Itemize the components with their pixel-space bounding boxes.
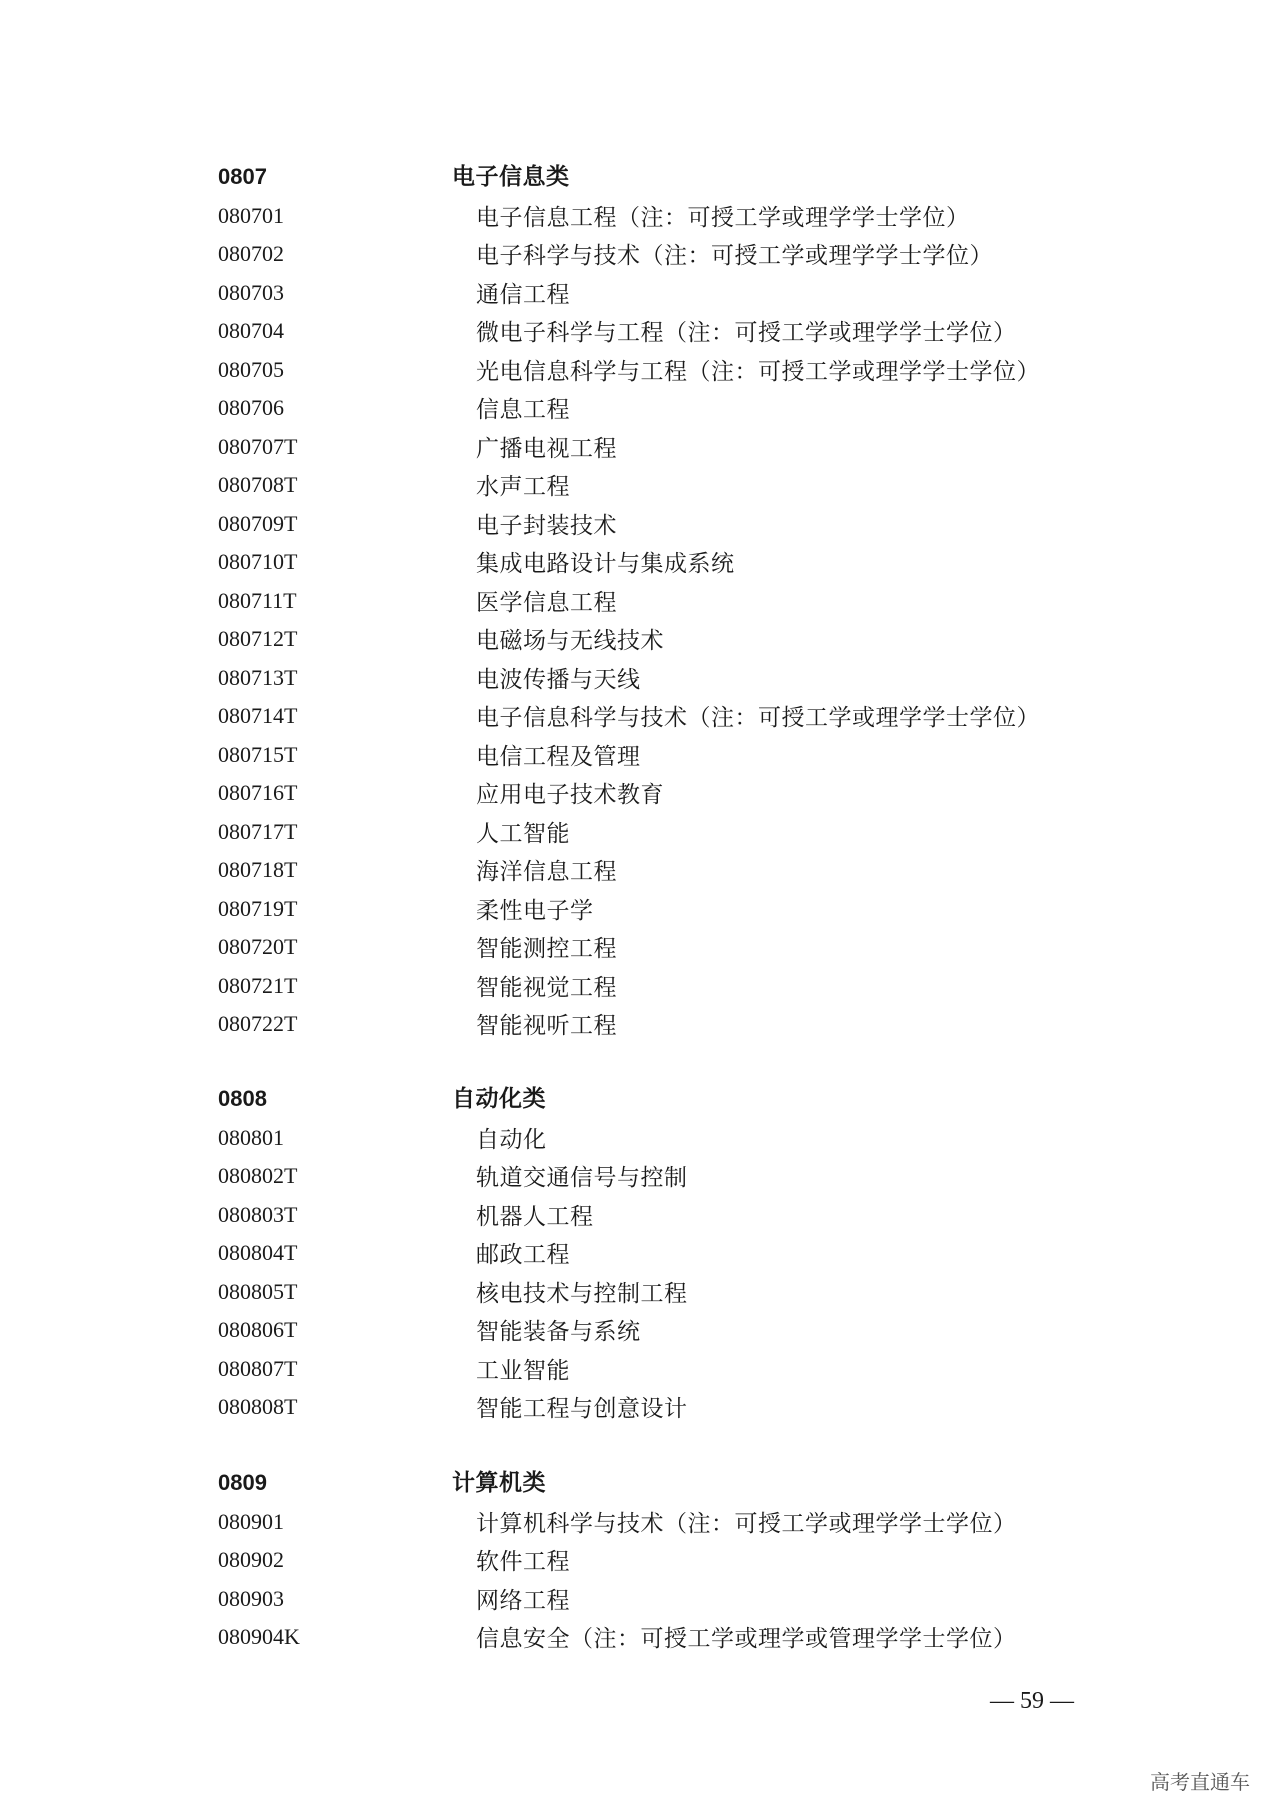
major-code: 080715T (218, 741, 298, 767)
major-name: 自动化 (476, 1126, 547, 1153)
major-name: 智能工程与创意设计 (476, 1396, 688, 1422)
major-code: 080714T (218, 703, 298, 728)
major-name: 微电子科学与工程（注：可授工学或理学学士学位） (476, 320, 1017, 346)
major-row (0, 1005, 1280, 1044)
major-code: 080806T (218, 1317, 298, 1342)
major-code: 080701 (218, 202, 284, 228)
section-electronic-information (0, 158, 1280, 1044)
major-row (0, 274, 1280, 313)
major-row (0, 351, 1280, 390)
major-row (0, 389, 1280, 428)
major-code: 080710T (218, 549, 298, 574)
major-row (0, 1388, 1280, 1427)
major-code: 080709T (218, 510, 298, 536)
section-computer (0, 1464, 1280, 1657)
major-code: 080807T (218, 1355, 298, 1381)
major-name: 电子信息科学与技术（注：可授工学或理学学士学位） (476, 705, 1040, 731)
major-row (0, 890, 1280, 929)
major-name: 电磁场与无线技术 (476, 628, 664, 654)
category-code: 0808 (218, 1086, 267, 1111)
major-row (0, 582, 1280, 621)
major-code: 080711T (218, 587, 297, 613)
major-row (0, 1503, 1280, 1542)
major-row (0, 1157, 1280, 1196)
major-name: 软件工程 (476, 1549, 570, 1575)
major-code: 080804T (218, 1240, 298, 1265)
major-row (0, 620, 1280, 659)
major-row (0, 736, 1280, 775)
major-name: 电子信息工程（注：可授工学或理学学士学位） (476, 204, 970, 231)
major-row (0, 428, 1280, 467)
major-code: 080718T (218, 857, 298, 882)
major-code: 080903 (218, 1585, 284, 1611)
major-name: 水声工程 (476, 474, 570, 500)
major-code: 080706 (218, 395, 284, 420)
category-title: 计算机类 (452, 1470, 546, 1496)
major-row (0, 505, 1280, 544)
major-name: 核电技术与控制工程 (476, 1280, 688, 1307)
major-code: 080708T (218, 472, 298, 497)
major-code: 080801 (218, 1124, 284, 1150)
major-name: 邮政工程 (476, 1242, 570, 1268)
major-code: 080702 (218, 241, 284, 266)
major-row (0, 1618, 1280, 1657)
major-name: 智能视觉工程 (476, 974, 617, 1001)
major-name: 工业智能 (476, 1357, 570, 1384)
major-row (0, 851, 1280, 890)
major-name: 智能视听工程 (476, 1013, 617, 1039)
major-name: 信息安全（注：可授工学或理学或管理学学士学位） (476, 1626, 1017, 1652)
major-code: 080808T (218, 1394, 298, 1419)
major-name: 电子封装技术 (476, 512, 617, 539)
major-row (0, 543, 1280, 582)
major-code: 080712T (218, 626, 298, 651)
major-code: 080902 (218, 1547, 284, 1572)
major-code: 080707T (218, 433, 298, 459)
major-code: 080721T (218, 972, 298, 998)
major-row (0, 659, 1280, 698)
category-code: 0809 (218, 1470, 267, 1495)
major-row (0, 1273, 1280, 1312)
major-code: 080719T (218, 895, 298, 921)
major-name: 集成电路设计与集成系统 (476, 551, 735, 577)
category-code: 0807 (218, 164, 267, 189)
major-code: 080716T (218, 780, 298, 805)
major-row (0, 1196, 1280, 1235)
major-code: 080705 (218, 356, 284, 382)
major-name: 医学信息工程 (476, 589, 617, 616)
major-code: 080704 (218, 318, 284, 343)
category-heading (0, 1464, 1280, 1503)
major-code: 080703 (218, 279, 284, 305)
major-name: 光电信息科学与工程（注：可授工学或理学学士学位） (476, 358, 1040, 385)
major-row (0, 1541, 1280, 1580)
category-heading (0, 158, 1280, 197)
major-name: 智能测控工程 (476, 936, 617, 962)
major-name: 海洋信息工程 (476, 859, 617, 885)
major-code: 080722T (218, 1011, 298, 1036)
major-row (0, 1311, 1280, 1350)
major-row (0, 1580, 1280, 1619)
major-name: 计算机科学与技术（注：可授工学或理学学士学位） (476, 1510, 1017, 1537)
major-name: 网络工程 (476, 1587, 570, 1614)
major-code: 080802T (218, 1163, 298, 1188)
major-name: 信息工程 (476, 397, 570, 423)
major-name: 智能装备与系统 (476, 1319, 641, 1345)
major-name: 电子科学与技术（注：可授工学或理学学士学位） (476, 243, 993, 269)
category-title: 电子信息类 (452, 164, 570, 190)
major-code: 080805T (218, 1278, 298, 1304)
major-row (0, 967, 1280, 1006)
major-row (0, 197, 1280, 236)
major-name: 通信工程 (476, 281, 570, 308)
major-row (0, 928, 1280, 967)
category-title: 自动化类 (452, 1086, 546, 1112)
major-name: 轨道交通信号与控制 (476, 1165, 688, 1191)
major-name: 电波传播与天线 (476, 666, 641, 693)
major-code: 080901 (218, 1508, 284, 1534)
major-name: 柔性电子学 (476, 897, 594, 924)
major-row (0, 1350, 1280, 1389)
major-name: 电信工程及管理 (476, 743, 641, 770)
major-name: 广播电视工程 (476, 435, 617, 462)
major-row (0, 813, 1280, 852)
major-row (0, 466, 1280, 505)
major-row (0, 1119, 1280, 1158)
major-name: 人工智能 (476, 820, 570, 847)
major-code: 080720T (218, 934, 298, 959)
major-name: 机器人工程 (476, 1203, 594, 1230)
section-automation (0, 1080, 1280, 1427)
major-row (0, 312, 1280, 351)
major-row (0, 697, 1280, 736)
major-code: 080713T (218, 664, 298, 690)
major-name: 应用电子技术教育 (476, 782, 664, 808)
page-number: — 59 — (990, 1688, 1074, 1714)
category-heading (0, 1080, 1280, 1119)
major-code: 080717T (218, 818, 298, 844)
major-row (0, 235, 1280, 274)
major-code: 080904K (218, 1624, 300, 1649)
major-row (0, 1234, 1280, 1273)
major-code: 080803T (218, 1201, 298, 1227)
watermark-text: 高考直通车 (1150, 1770, 1250, 1794)
major-row (0, 774, 1280, 813)
